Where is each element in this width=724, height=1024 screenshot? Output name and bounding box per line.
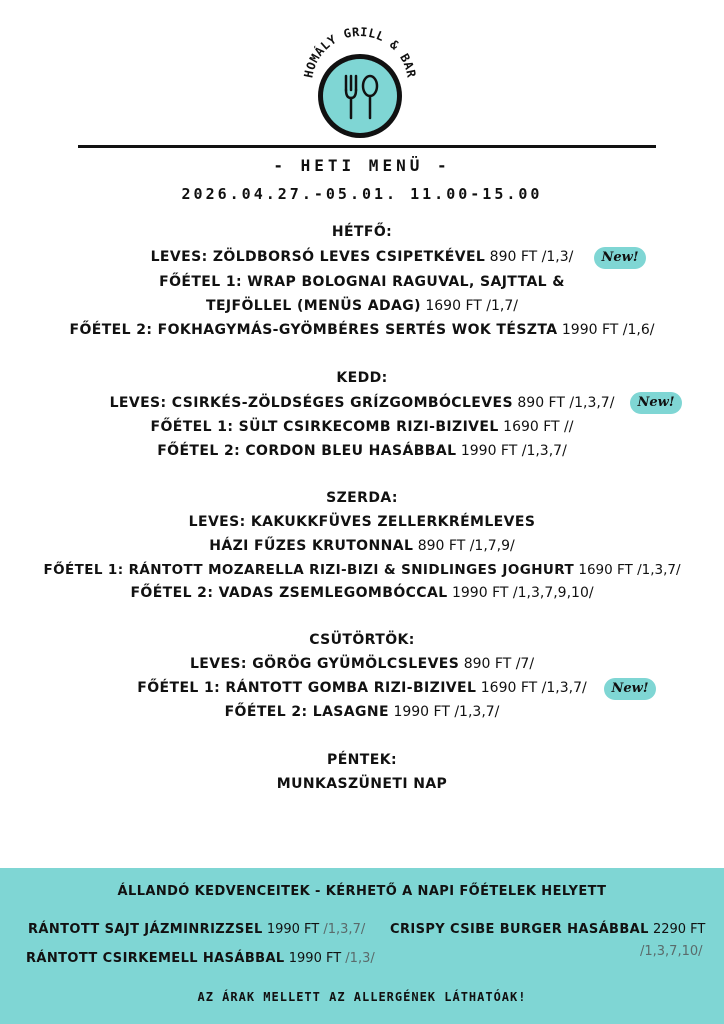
day-heading-wednesday: SZERDA:	[326, 490, 398, 506]
menu-item-tuesday-soup: LEVES: CSIRKÉS-ZÖLDSÉGES GRÍZGOMBÓCLEVES 890 FT /1,3,7/	[109, 395, 615, 411]
logo-text: HOMÁLY GRILL & BAR	[301, 24, 419, 79]
permanent-item: RÁNTOTT SAJT JÁZMINRIZZSEL 1990 FT /1,3,7/	[28, 922, 366, 937]
menu-item-wednesday-soup-cont: HÁZI FŰZES KRUTONNAL 890 FT /1,7,9/	[209, 538, 515, 554]
permanent-item: CRISPY CSIBE BURGER HASÁBBAL 2290 FT	[390, 922, 706, 937]
menu-item-wednesday-soup: LEVES: KAKUKKFÜVES ZELLERKRÉMLEVES	[188, 514, 536, 530]
allergen-note: AZ ÁRAK MELLETT AZ ALLERGÉNEK LÁTHATÓAK!	[197, 990, 527, 1004]
menu-item-monday-soup: LEVES: ZÖLDBORSÓ LEVES CSIPETKÉVEL 890 FT /1,3/	[150, 249, 574, 265]
menu-dates: 2026.04.27.-05.01. 11.00-15.00	[181, 185, 543, 203]
menu-item-wednesday-main2: FŐÉTEL 2: VADAS ZSEMLEGOMBÓCCAL 1990 FT /1,3,7,9,10/	[130, 585, 594, 601]
menu-item-thursday-main1: FŐÉTEL 1: RÁNTOTT GOMBA RIZI-BIZIVEL 1690 FT /1,3,7/	[137, 680, 587, 696]
day-heading-thursday: CSÜTÖRTÖK:	[309, 632, 415, 648]
day-heading-tuesday: KEDD:	[336, 370, 388, 386]
new-badge: New!	[604, 678, 656, 700]
day-heading-friday: PÉNTEK:	[327, 752, 397, 768]
menu-item-tuesday-main1: FŐÉTEL 1: SÜLT CSIRKECOMB RIZI-BIZIVEL 1690 FT //	[150, 419, 574, 435]
menu-item-monday-main1: FŐÉTEL 1: WRAP BOLOGNAI RAGUVAL, SAJTTAL &	[159, 274, 565, 290]
friday-note: MUNKASZÜNETI NAP	[276, 776, 448, 792]
menu-item-monday-main2: FŐÉTEL 2: FOKHAGYMÁS-GYÖMBÉRES SERTÉS WOK TÉSZTA 1990 FT /1,6/	[69, 322, 655, 338]
header-divider	[78, 145, 656, 148]
permanent-item: RÁNTOTT CSIRKEMELL HASÁBBAL 1990 FT /1,3/	[26, 951, 375, 966]
menu-item-thursday-soup: LEVES: GÖRÖG GYÜMÖLCSLEVES 890 FT /7/	[189, 656, 535, 672]
day-heading-monday: HÉTFŐ:	[331, 224, 393, 240]
menu-item-monday-main1-cont: TEJFÖLLEL (MENÜS ADAG) 1690 FT /1,7/	[206, 298, 518, 314]
footer-panel	[0, 868, 724, 1024]
menu-item-tuesday-main2: FŐÉTEL 2: CORDON BLEU HASÁBBAL 1990 FT /1,3,7/	[157, 443, 567, 459]
menu-item-wednesday-main1: FŐÉTEL 1: RÁNTOTT MOZARELLA RIZI-BIZI & SNIDLINGES JOGHURT 1690 FT /1,3,7/	[43, 562, 681, 578]
menu-title: - HETI MENÜ -	[273, 156, 451, 175]
menu-item-thursday-main2: FŐÉTEL 2: LASAGNE 1990 FT /1,3,7/	[224, 704, 500, 720]
footer-title: ÁLLANDÓ KEDVENCEITEK - KÉRHETŐ A NAPI FŐÉTELEK HELYETT	[117, 884, 607, 899]
permanent-item-allergens: /1,3,7,10/	[640, 944, 703, 959]
new-badge: New!	[594, 247, 646, 269]
restaurant-logo	[290, 6, 430, 146]
new-badge: New!	[630, 392, 682, 414]
